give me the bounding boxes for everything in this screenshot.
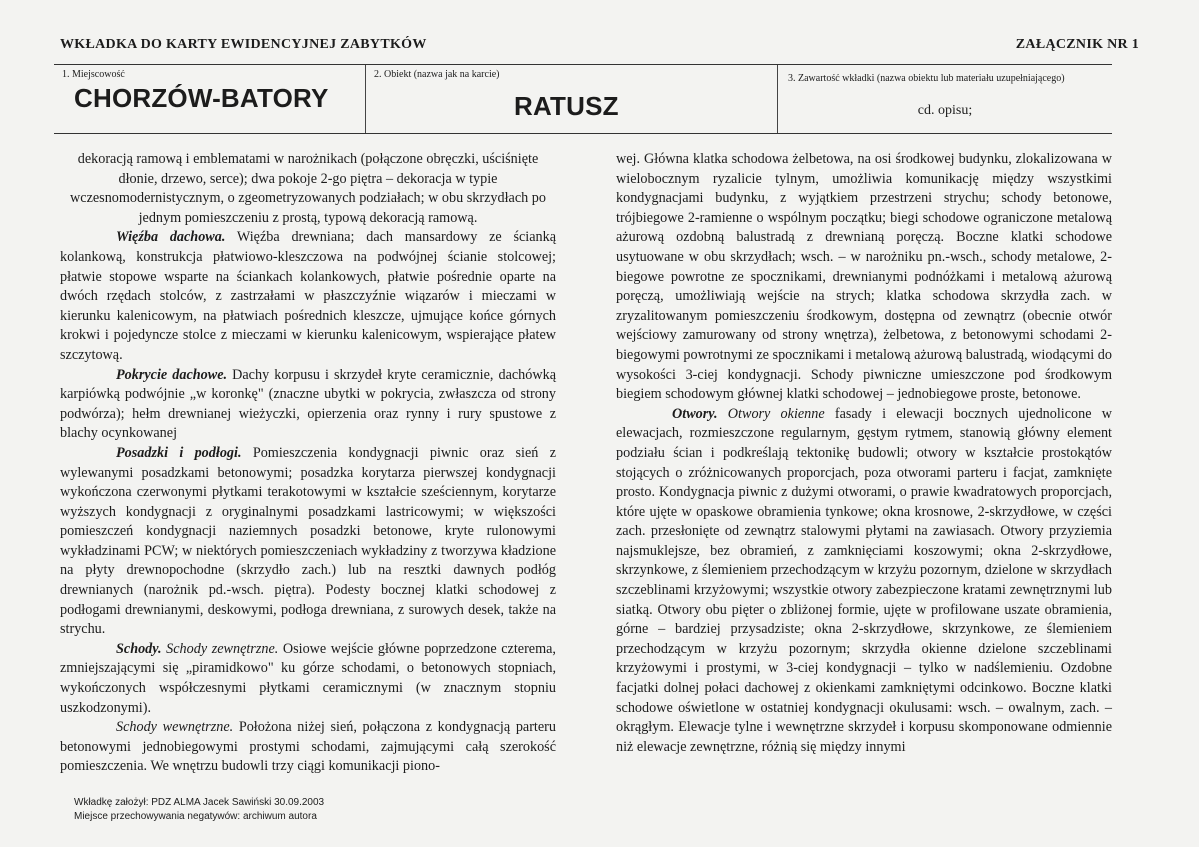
text-external-stairs: Osiowe wejście główne poprzedzone czterema, zmniejszającymi się „piramidkowo" ku górze schodami, o betonowych stopniach, wykończonych współczesnymi płytkami ceramicznymi (w znacznym stopniu uszkodzonymi). [60, 640, 556, 716]
text-roofing: Dachy korpusu i skrzydeł kryte ceramicznie, dachówką karpiówką podwójnie „w koronkę" (znaczne ubytki w pokrycia, zwłaszcza od strony podwórza); hełm drewnianej wieżyczki, opierzenia oraz rynny i rury spustowe z blachy ocynkowanej [60, 366, 557, 442]
locality-value: CHORZÓW-BATORY [74, 83, 329, 113]
paragraph-openings [616, 405, 1112, 758]
paragraph-decoration: dekoracją ramową i emblematami w narożnikach (połączone obręczki, uściśnięte dłonie, drzewo, serce); dwa pokoje 2-go piętra – dekoracja w typie wczesnomodernistycznym, o zgeometryzowanych podziałach; w obu skrzydłach po jednym pomieszczeniu z prostą, typową dekoracją ramową. [70, 151, 546, 226]
paragraph-stairs [60, 640, 556, 718]
object-field [365, 65, 777, 133]
heading-roof-truss: Więźba dachowa. [116, 229, 226, 246]
heading-stairs: Schody. [116, 640, 162, 657]
subheading-window-openings: Otwory okienne [717, 405, 825, 422]
right-column [616, 150, 1112, 777]
paragraph-roof-truss [60, 228, 556, 365]
subheading-external-stairs: Schody zewnętrzne. [161, 640, 279, 657]
identification-fields [54, 64, 1112, 134]
heading-floors: Posadzki i podłogi. [116, 444, 242, 461]
locality-field [54, 65, 365, 133]
content-field [777, 65, 1112, 133]
left-column [60, 150, 556, 777]
form-title: WKŁADKA DO KARTY EWIDENCYJNEJ ZABYTKÓW [60, 37, 427, 52]
object-label: 2. Obiekt (nazwa jak na karcie) [374, 69, 500, 80]
subheading-internal-stairs: Schody wewnętrzne. [116, 719, 234, 736]
text-floors: Pomieszczenia kondygnacji piwnic oraz sień z wylewanymi posadzkami betonowymi; posadzka korytarza pierwszej kondygnacji wykończona czerwonymi płytkami terakotowymi w kształcie sześciennym, korytarze wyższych kondygnacji z oryginalnymi posadzkami lastricowymi; w większości pomieszczeń kondygnacji naziemnych posadzki betonowe, kryte rulonowymi wykładzinami PCW; w niektórych pomieszczeniach wykładziny z tworzywa kładzione na płyty drewnopochodne (skrzydło zach.) lub na resztki dawnych podłóg drewnianych (narożnik pd.-wsch. piętra). Podesty bocznej klatki schodowej z podłogami drewnianymi, deskowymi, podłoga drewniana, z surowych desek, także na strychu. [60, 444, 556, 638]
locality-label: 1. Miejscowość [62, 69, 125, 80]
footer-notes [74, 796, 324, 824]
content-value: cd. opisu; [917, 103, 973, 118]
text-roof-truss: Więźba drewniana; dach mansardowy ze ścianką kolankową, konstrukcja płatwiowo-kleszczowa na podwójnej ścianie stolcowej; płatwie stopowe wsparte na ściankach kolankowych, płatwie pośrednie oparte na dwóch rzędach stolców, z zastrzałami w płaszczyźnie wiązarów i mieczami w kierunku kalenicowym, na płatwiach pośrednich kleszcze, ujmujące końce górnych krokwi i pojedyncze stolce z mieczami w kierunku kalenicowym, wspierające płatew szczytową. [60, 229, 556, 363]
object-value: RATUSZ [514, 91, 619, 121]
text-openings: fasady i elewacji bocznych ujednolicone w elewacjach, rozmieszczone regularnym, gęstym rytmem, stanowią główny element podziału ścian i podkreślają tektonikę budowli; otwory w kształcie prostokątów stojących o zróżnicowanych proporcjach, poza otworami parteru i facjat, zamknięte prosto. Kondygnacja piwnic z dużymi otworami, o prawie kwadratowych proporcjach, które ujęte w opaskowe obramienia tynkowe; okna krosnowe, 2-skrzydłowe, w części zach. przesłonięte od zewnątrz stalowymi płytami na zawiasach. Otwory przyziemia najsmuklejsze, bez obramień, z zamknięciami koszowymi; okna 2-skrzydłowe, skrzynkowe, z ślemieniem przechodzącym w krzyżu pozornym, dzielone w skrzydłach szczeblinami krzyżowymi; wszystkie otwory zabezpieczone kratami zewnętrznymi lub siatką. Otwory obu pięter o zbliżonej formie, ujęte w profilowane uszate obramienia, górne – bardziej przysadziste; okna 2-skrzydłowe, skrzynkowe, ze ślemieniem przechodzącym w krzyżu pozornym; skrzydła okienne dzielone szczeblinami krzyżowymi i prostymi, w 3-ciej kondygnacji – tylko w nadślemieniu. Ozdobne facjatki dolnej połaci dachowej z okienkami zamkniętymi odcinkowo. Boczne klatki schodowe oświetlone w ostatniej kondygnacji okulusami: wsch. – owalnym, zach. – okrągłym. Elewacje tylne i wewnętrzne skrzydeł i korpusu skomponowane odmiennie niż elewacje zewnętrzne, różnią się między innymi [616, 405, 1112, 755]
paragraph-internal-stairs [60, 718, 556, 777]
text-internal-stairs: Położona niżej sień, połączona z kondygnacją parteru betonowymi jednobiegowymi prostymi schodami, zajmującymi całą szerokość pomieszczenia. We wnętrzu budowli trzy ciągi komunikacji piono- [60, 719, 556, 775]
heading-roofing: Pokrycie dachowe. [116, 366, 228, 383]
paragraph-floors [60, 444, 556, 640]
paragraph-staircases: wej. Główna klatka schodowa żelbetowa, na osi środkowej budynku, zlokalizowana w wielobocznym ryzalicie tylnym, umożliwia komunikację między wszystkimi kondygnacjami budynku, z wyjątkiem przestrzeni strychu; schody betonowe, trójbiegowe 2-ramienne o wspólnym początku; biegi schodowe ograniczone metalową ażurową ozdobną balustradą z drewnianą poręczą. Boczne klatki schodowe usytuowane w obu skrzydłach; wsch. – w narożniku pn.-wsch., schody metalowe, 2-biegowe powrotne ze spocznikami, drewnianymi podnóżkami i metalową ażurową poręczą, umożliwiają wejście na strych; klatka schodowa skrzydła zach. w zryzalitowanym pomieszczeniu środkowym, dostępna od zewnątrz (obecnie otwór wejściowy zamurowany od strony wnętrza), żelbetowa, z betonowymi schodami 2-biegowymi powrotnymi ze spocznikami i metalową ażurową balustradą, wiodącymi do wysokości 3-ciej kondygnacji. Schody piwniczne umieszczone pod środkowym biegiem schodowym głównej klatki schodowej – jednobiegowe proste, betonowe. [616, 151, 1112, 403]
description-body [60, 150, 1112, 777]
footer-author-line: Wkładkę założył: PDZ ALMA Jacek Sawiński 30.09.2003 [74, 797, 325, 808]
footer-negatives-line: Miejsce przechowywania negatywów: archiwum autora [74, 811, 317, 822]
paragraph-roofing [60, 366, 556, 444]
heading-openings: Otwory. [672, 405, 718, 422]
annex-number: ZAŁĄCZNIK NR 1 [1015, 37, 1139, 52]
content-label: 3. Zawartość wkładki (nazwa obiektu lub materiału uzupełniającego) [788, 73, 1065, 84]
